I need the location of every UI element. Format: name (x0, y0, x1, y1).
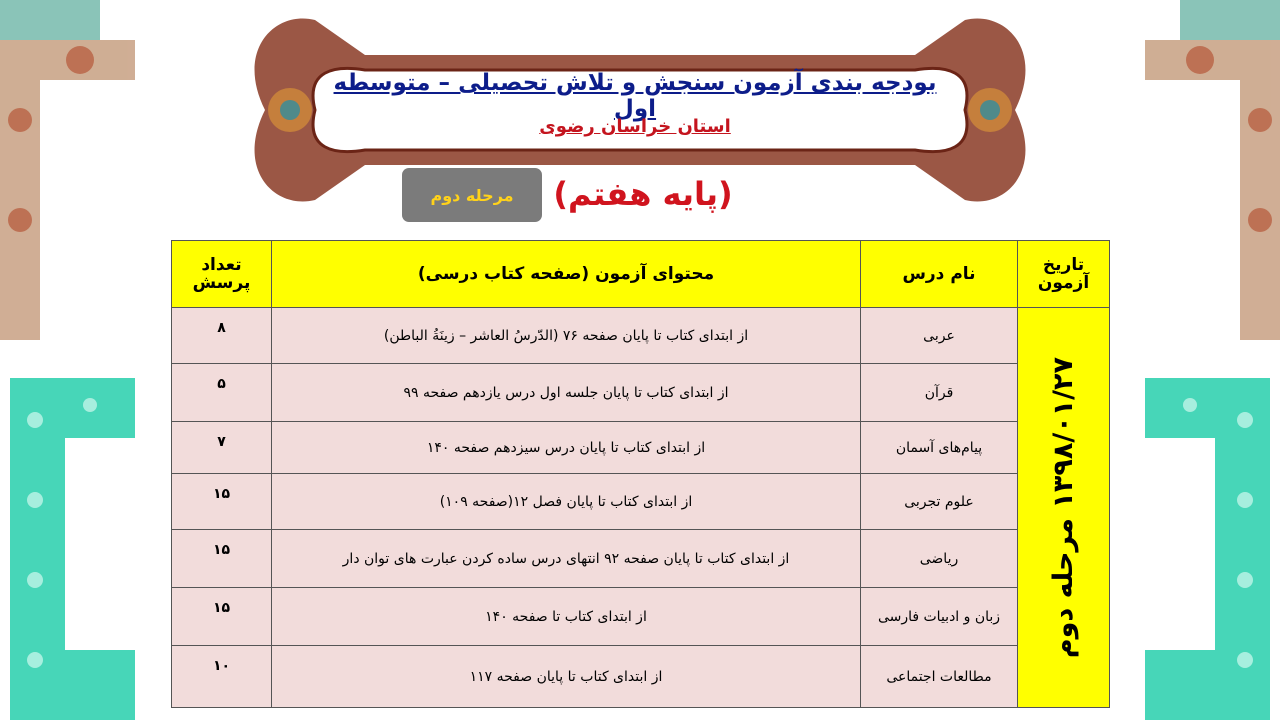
subject-cell: زبان و ادبیات فارسی (861, 588, 1018, 646)
header-question-count: تعداد پرسش (172, 241, 272, 308)
table-row (172, 474, 1110, 530)
table-row (172, 530, 1110, 588)
table-row (172, 364, 1110, 422)
count-cell: ۸ (172, 308, 272, 364)
count-cell: ۱۰ (172, 646, 272, 708)
table-row (172, 646, 1110, 708)
count-cell: ۵ (172, 364, 272, 422)
content-cell: از ابتدای کتاب تا پایان درس سیزدهم صفحه ۱۴۰ (272, 422, 861, 474)
content-cell: از ابتدای کتاب تا پایان جلسه اول درس یازدهم صفحه ۹۹ (272, 364, 861, 422)
content-cell: از ابتدای کتاب تا پایان صفحه ۹۲ انتهای درس ساده کردن عبارت های توان دار (272, 530, 861, 588)
content-cell: از ابتدای کتاب تا پایان صفحه ۷۶ (الدّرسُ العاشر – زینَةُ الباطن) (272, 308, 861, 364)
count-cell: ۱۵ (172, 474, 272, 530)
subject-cell: مطالعات اجتماعی (861, 646, 1018, 708)
page-title: بودجه بندی آزمون سنجش و تلاش تحصیلی – متوسطه اول (333, 70, 937, 122)
subject-cell: قرآن (861, 364, 1018, 422)
subject-cell: ریاضی (861, 530, 1018, 588)
count-cell: ۱۵ (172, 588, 272, 646)
count-cell: ۷ (172, 422, 272, 474)
exam-date-cell (1018, 308, 1110, 708)
content-cell: از ابتدای کتاب تا پایان صفحه ۱۱۷ (272, 646, 861, 708)
table-header-row (172, 241, 1110, 308)
province-subtitle: استان خراسان رضوی (539, 116, 731, 137)
right-decorative-frame (1145, 0, 1280, 720)
left-decorative-frame (0, 0, 135, 720)
table-row (172, 308, 1110, 364)
count-cell: ۱۵ (172, 530, 272, 588)
table-row (172, 588, 1110, 646)
table-row (172, 422, 1110, 474)
exam-budget-table (171, 240, 1110, 708)
grade-title: (پایه هفتم) (553, 175, 733, 213)
subject-cell: عربی (861, 308, 1018, 364)
content-cell: از ابتدای کتاب تا صفحه ۱۴۰ (272, 588, 861, 646)
header-content: محتوای آزمون (صفحه کتاب درسی) (272, 241, 861, 308)
exam-date-text: ۱۳۹۸/۰۱/۲۷ مرحله دوم (1048, 356, 1079, 659)
subject-cell: علوم تجربی (861, 474, 1018, 530)
stage-badge: مرحله دوم (402, 168, 542, 222)
header-subject: نام درس (861, 241, 1018, 308)
content-cell: از ابتدای کتاب تا پایان فصل ۱۲(صفحه ۱۰۹) (272, 474, 861, 530)
subject-cell: پیام‌های آسمان (861, 422, 1018, 474)
header-exam-date: تاریخ آزمون (1018, 241, 1110, 308)
